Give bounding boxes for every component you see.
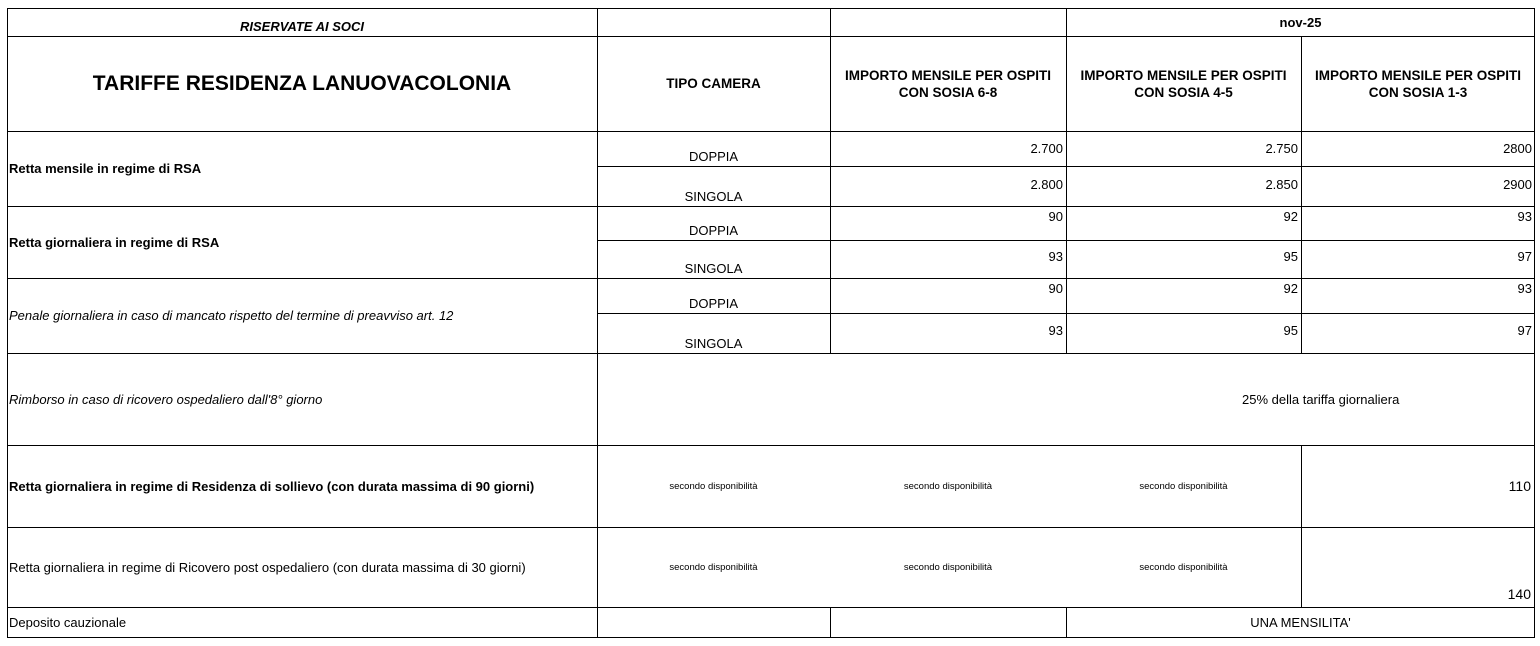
value-cell: 97 xyxy=(1517,249,1532,264)
col-header-sosia-6-8-line2: CON SOSIA 6-8 xyxy=(898,84,998,100)
period-label: nov-25 xyxy=(1279,14,1322,30)
row-label-refund: Rimborso in caso di ricovero ospedaliero dall'8° giorno xyxy=(9,391,323,407)
room-type-singola: SINGOLA xyxy=(684,261,743,276)
value-cell: 93 xyxy=(1048,323,1063,338)
grid-line xyxy=(7,353,1535,354)
value-cell: 93 xyxy=(1048,249,1063,264)
grid-line xyxy=(7,8,1535,9)
value-cell: 2.700 xyxy=(1030,141,1063,156)
grid-line xyxy=(830,8,831,353)
grid-line xyxy=(1301,36,1302,353)
value-cell: 92 xyxy=(1283,281,1298,296)
availability-note: secondo disponibilità xyxy=(669,561,758,573)
grid-line xyxy=(1534,8,1535,638)
rates-table xyxy=(7,8,1535,638)
grid-line xyxy=(7,527,1535,528)
row-label-rsa-daily: Retta giornaliera in regime di RSA xyxy=(9,234,220,250)
col-header-sosia-1-3-line1: IMPORTO MENSILE PER OSPITI xyxy=(1314,67,1522,83)
col-header-sosia-6-8 xyxy=(830,36,1066,131)
value-cell: 93 xyxy=(1517,281,1532,296)
grid-line xyxy=(7,131,1535,132)
value-cell: 95 xyxy=(1283,323,1298,338)
value-cell: 90 xyxy=(1048,209,1063,224)
value-cell: 92 xyxy=(1283,209,1298,224)
room-type-doppia: DOPPIA xyxy=(688,149,739,164)
value-cell: 97 xyxy=(1517,323,1532,338)
col-header-sosia-4-5-line2: CON SOSIA 4-5 xyxy=(1134,84,1233,100)
grid-line xyxy=(1066,607,1067,638)
grid-line xyxy=(7,206,1535,207)
grid-line xyxy=(830,607,831,638)
value-cell: 2800 xyxy=(1503,141,1532,156)
grid-line xyxy=(7,607,1535,608)
row-label-relief: Retta giornaliera in regime di Residenza di sollievo (con durata massima di 90 giorni) xyxy=(9,478,535,494)
grid-line xyxy=(7,278,1535,279)
room-type-singola: SINGOLA xyxy=(684,189,743,204)
availability-note: secondo disponibilità xyxy=(903,480,993,492)
col-header-sosia-1-3-line2: CON SOSIA 1-3 xyxy=(1368,84,1468,100)
value-cell: 2.800 xyxy=(1030,177,1063,192)
post-hospital-value: 140 xyxy=(1507,586,1531,602)
grid-line xyxy=(7,8,8,638)
value-cell: 2.750 xyxy=(1265,141,1298,156)
grid-line xyxy=(597,8,598,638)
col-header-sosia-6-8-line1: IMPORTO MENSILE PER OSPITI xyxy=(844,67,1052,83)
availability-note: secondo disponibilità xyxy=(1139,480,1228,492)
col-header-room-type: TIPO CAMERA xyxy=(666,76,761,91)
value-cell: 2900 xyxy=(1503,177,1532,192)
page-title: TARIFFE RESIDENZA LANUOVACOLONIA xyxy=(92,71,512,95)
row-label-rsa-monthly: Retta mensile in regime di RSA xyxy=(9,161,202,176)
row-label-penalty: Penale giornaliera in caso di mancato rispetto del termine di preavviso art. 12 xyxy=(9,308,454,323)
value-cell: 2.850 xyxy=(1265,177,1298,192)
refund-value: 25% della tariffa giornaliera xyxy=(1242,391,1400,407)
grid-line xyxy=(7,637,1535,638)
deposit-value: UNA MENSILITA' xyxy=(1250,615,1351,630)
col-header-sosia-1-3 xyxy=(1301,36,1535,131)
col-header-sosia-4-5 xyxy=(1066,36,1301,131)
room-type-doppia: DOPPIA xyxy=(688,296,739,311)
room-type-singola: SINGOLA xyxy=(684,336,743,351)
col-header-sosia-4-5-line1: IMPORTO MENSILE PER OSPITI xyxy=(1080,67,1287,83)
row-label-deposit: Deposito cauzionale xyxy=(9,615,127,630)
grid-line xyxy=(1301,445,1302,607)
room-type-doppia: DOPPIA xyxy=(688,223,739,238)
members-note: RISERVATE AI SOCI xyxy=(240,19,364,34)
availability-note: secondo disponibilità xyxy=(669,480,758,492)
value-cell: 90 xyxy=(1048,281,1063,296)
availability-note: secondo disponibilità xyxy=(903,561,993,573)
value-cell: 95 xyxy=(1283,249,1298,264)
availability-note: secondo disponibilità xyxy=(1139,561,1228,573)
value-cell: 93 xyxy=(1517,209,1532,224)
grid-line xyxy=(7,445,1535,446)
grid-line xyxy=(7,36,1535,37)
grid-line xyxy=(1066,8,1067,353)
relief-value: 110 xyxy=(1508,478,1531,494)
row-label-post-hospital: Retta giornaliera in regime di Ricovero post ospedaliero (con durata massima di 30 giorni) xyxy=(9,559,526,575)
